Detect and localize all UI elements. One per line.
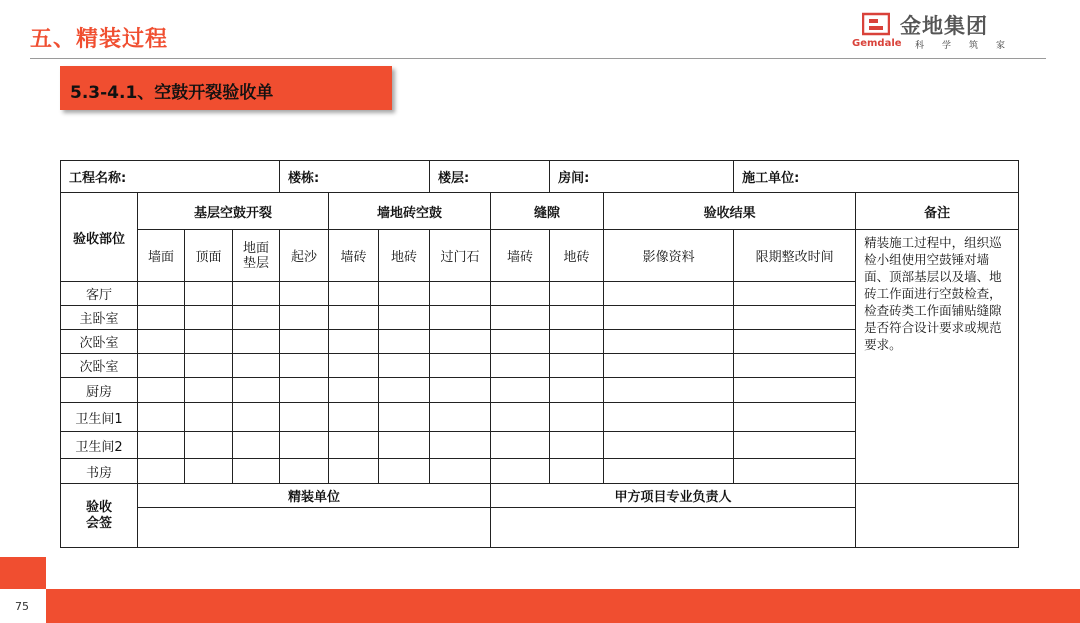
check-cell[interactable] xyxy=(185,432,233,459)
room-label: 卫生间1 xyxy=(61,403,138,432)
check-cell[interactable] xyxy=(550,306,604,330)
check-cell[interactable] xyxy=(604,330,734,354)
check-cell[interactable] xyxy=(138,459,185,484)
check-cell[interactable] xyxy=(185,354,233,378)
check-cell[interactable] xyxy=(138,354,185,378)
check-cell[interactable] xyxy=(734,306,856,330)
footer-accent-square xyxy=(0,557,46,589)
check-cell[interactable] xyxy=(491,378,550,403)
room-label: 卫生间2 xyxy=(61,432,138,459)
check-cell[interactable] xyxy=(379,459,430,484)
check-cell[interactable] xyxy=(233,306,280,330)
signoff-label: 验收会签 xyxy=(85,499,112,531)
subheader-ceiling: 顶面 xyxy=(185,230,233,282)
decor-unit-header: 精装单位 xyxy=(138,484,491,508)
section-title: 5.3-4.1、空鼓开裂验收单 xyxy=(70,83,274,103)
subheader-wall-tile: 墙砖 xyxy=(329,230,379,282)
check-cell[interactable] xyxy=(604,459,734,484)
check-cell[interactable] xyxy=(280,432,329,459)
check-cell[interactable] xyxy=(185,282,233,306)
check-cell[interactable] xyxy=(430,282,491,306)
check-cell[interactable] xyxy=(430,330,491,354)
check-cell[interactable] xyxy=(430,354,491,378)
check-cell[interactable] xyxy=(329,459,379,484)
subheader-ground-label: 地面垫层 xyxy=(242,240,269,271)
room-label: 厨房 xyxy=(61,378,138,403)
room-field[interactable]: 房间: xyxy=(550,161,734,193)
remark-blank-cell xyxy=(856,484,1019,548)
check-cell[interactable] xyxy=(138,306,185,330)
check-cell[interactable] xyxy=(550,403,604,432)
floor-field[interactable]: 楼层: xyxy=(430,161,550,193)
check-cell[interactable] xyxy=(430,459,491,484)
check-cell[interactable] xyxy=(329,306,379,330)
header-divider xyxy=(30,58,1046,59)
check-cell[interactable] xyxy=(491,282,550,306)
room-label: 客厅 xyxy=(61,282,138,306)
check-cell[interactable] xyxy=(329,432,379,459)
check-cell[interactable] xyxy=(329,282,379,306)
gemdale-logo-icon xyxy=(862,12,890,36)
check-cell[interactable] xyxy=(430,378,491,403)
check-cell[interactable] xyxy=(379,282,430,306)
check-cell[interactable] xyxy=(138,432,185,459)
check-cell[interactable] xyxy=(280,330,329,354)
logo-slogan: 科学筑家 xyxy=(915,41,1024,51)
check-cell[interactable] xyxy=(280,282,329,306)
check-cell[interactable] xyxy=(430,306,491,330)
check-cell[interactable] xyxy=(550,282,604,306)
check-cell[interactable] xyxy=(734,282,856,306)
check-cell[interactable] xyxy=(233,330,280,354)
check-cell[interactable] xyxy=(329,378,379,403)
check-cell[interactable] xyxy=(138,378,185,403)
check-cell[interactable] xyxy=(734,330,856,354)
check-cell[interactable] xyxy=(185,378,233,403)
check-cell[interactable] xyxy=(491,354,550,378)
tile-header: 墙地砖空鼓 xyxy=(329,193,491,230)
header-row xyxy=(61,193,1019,230)
check-cell[interactable] xyxy=(491,330,550,354)
check-cell[interactable] xyxy=(379,378,430,403)
footer-accent-bar xyxy=(46,589,1080,623)
check-cell[interactable] xyxy=(280,403,329,432)
check-cell[interactable] xyxy=(550,354,604,378)
subheader-ground xyxy=(233,230,280,282)
subheader-row xyxy=(61,230,1019,282)
check-cell[interactable] xyxy=(379,330,430,354)
check-cell[interactable] xyxy=(430,403,491,432)
check-cell[interactable] xyxy=(233,459,280,484)
check-cell[interactable] xyxy=(329,330,379,354)
room-label: 主卧室 xyxy=(61,306,138,330)
check-cell[interactable] xyxy=(604,282,734,306)
check-cell[interactable] xyxy=(185,459,233,484)
check-cell[interactable] xyxy=(138,403,185,432)
check-cell[interactable] xyxy=(604,378,734,403)
check-cell[interactable] xyxy=(280,378,329,403)
logo-english: Gemdale xyxy=(852,38,902,49)
check-cell[interactable] xyxy=(233,282,280,306)
logo-name: 金地集团 xyxy=(900,14,988,38)
check-cell[interactable] xyxy=(604,403,734,432)
subheader-deadline: 限期整改时间 xyxy=(734,230,856,282)
check-cell[interactable] xyxy=(138,282,185,306)
check-cell[interactable] xyxy=(491,432,550,459)
subheader-gap-floor-tile: 地砖 xyxy=(550,230,604,282)
check-cell[interactable] xyxy=(734,378,856,403)
check-cell[interactable] xyxy=(280,306,329,330)
check-cell[interactable] xyxy=(550,378,604,403)
subheader-threshold: 过门石 xyxy=(430,230,491,282)
check-cell[interactable] xyxy=(329,354,379,378)
check-cell[interactable] xyxy=(379,403,430,432)
check-cell[interactable] xyxy=(329,403,379,432)
check-cell[interactable] xyxy=(604,306,734,330)
check-cell[interactable] xyxy=(430,432,491,459)
check-cell[interactable] xyxy=(734,432,856,459)
info-row xyxy=(61,161,1019,193)
subheader-floor-tile: 地砖 xyxy=(379,230,430,282)
check-cell[interactable] xyxy=(280,354,329,378)
check-cell[interactable] xyxy=(604,354,734,378)
subheader-image: 影像资料 xyxy=(604,230,734,282)
decor-unit-signature[interactable] xyxy=(138,508,491,548)
check-cell[interactable] xyxy=(734,354,856,378)
check-cell[interactable] xyxy=(233,354,280,378)
signoff-label-cell xyxy=(61,484,138,548)
signoff-header-row xyxy=(61,484,1019,508)
room-label: 次卧室 xyxy=(61,330,138,354)
check-cell[interactable] xyxy=(491,459,550,484)
check-cell[interactable] xyxy=(734,459,856,484)
page-number: 75 xyxy=(15,600,29,613)
company-logo xyxy=(852,10,1040,52)
part-header: 验收部位 xyxy=(61,193,138,282)
check-cell[interactable] xyxy=(379,432,430,459)
check-cell[interactable] xyxy=(491,403,550,432)
check-cell[interactable] xyxy=(550,330,604,354)
inspection-form-table xyxy=(60,160,1019,548)
check-cell[interactable] xyxy=(233,403,280,432)
check-cell[interactable] xyxy=(185,403,233,432)
subheader-gap-wall-tile: 墙砖 xyxy=(491,230,550,282)
check-cell[interactable] xyxy=(233,378,280,403)
check-cell[interactable] xyxy=(550,459,604,484)
building-field[interactable]: 楼栋: xyxy=(280,161,430,193)
check-cell[interactable] xyxy=(280,459,329,484)
contractor-field[interactable]: 施工单位: xyxy=(734,161,1019,193)
room-label: 书房 xyxy=(61,459,138,484)
gap-header: 缝隙 xyxy=(491,193,604,230)
check-cell[interactable] xyxy=(550,432,604,459)
check-cell[interactable] xyxy=(138,330,185,354)
remark-cell: 精装施工过程中，组织巡检小组使用空鼓锤对墙面、顶部基层以及墙、地砖工作面进行空鼓检查，检查砖类工作面铺贴缝隙是否符合设计要求或规范要求。 xyxy=(856,230,1019,484)
check-cell[interactable] xyxy=(379,306,430,330)
subheader-sand: 起沙 xyxy=(280,230,329,282)
base-header: 基层空鼓开裂 xyxy=(138,193,329,230)
check-cell[interactable] xyxy=(379,354,430,378)
owner-rep-header: 甲方项目专业负责人 xyxy=(491,484,856,508)
subheader-wall: 墙面 xyxy=(138,230,185,282)
section-title-box xyxy=(60,66,392,110)
check-cell[interactable] xyxy=(185,330,233,354)
project-name-field[interactable]: 工程名称: xyxy=(61,161,280,193)
check-cell[interactable] xyxy=(185,306,233,330)
check-cell[interactable] xyxy=(491,306,550,330)
owner-rep-signature[interactable] xyxy=(491,508,856,548)
check-cell[interactable] xyxy=(734,403,856,432)
page-title: 五、精装过程 xyxy=(30,27,169,52)
check-cell[interactable] xyxy=(604,432,734,459)
room-label: 次卧室 xyxy=(61,354,138,378)
check-cell[interactable] xyxy=(233,432,280,459)
result-header: 验收结果 xyxy=(604,193,856,230)
remark-header: 备注 xyxy=(856,193,1019,230)
